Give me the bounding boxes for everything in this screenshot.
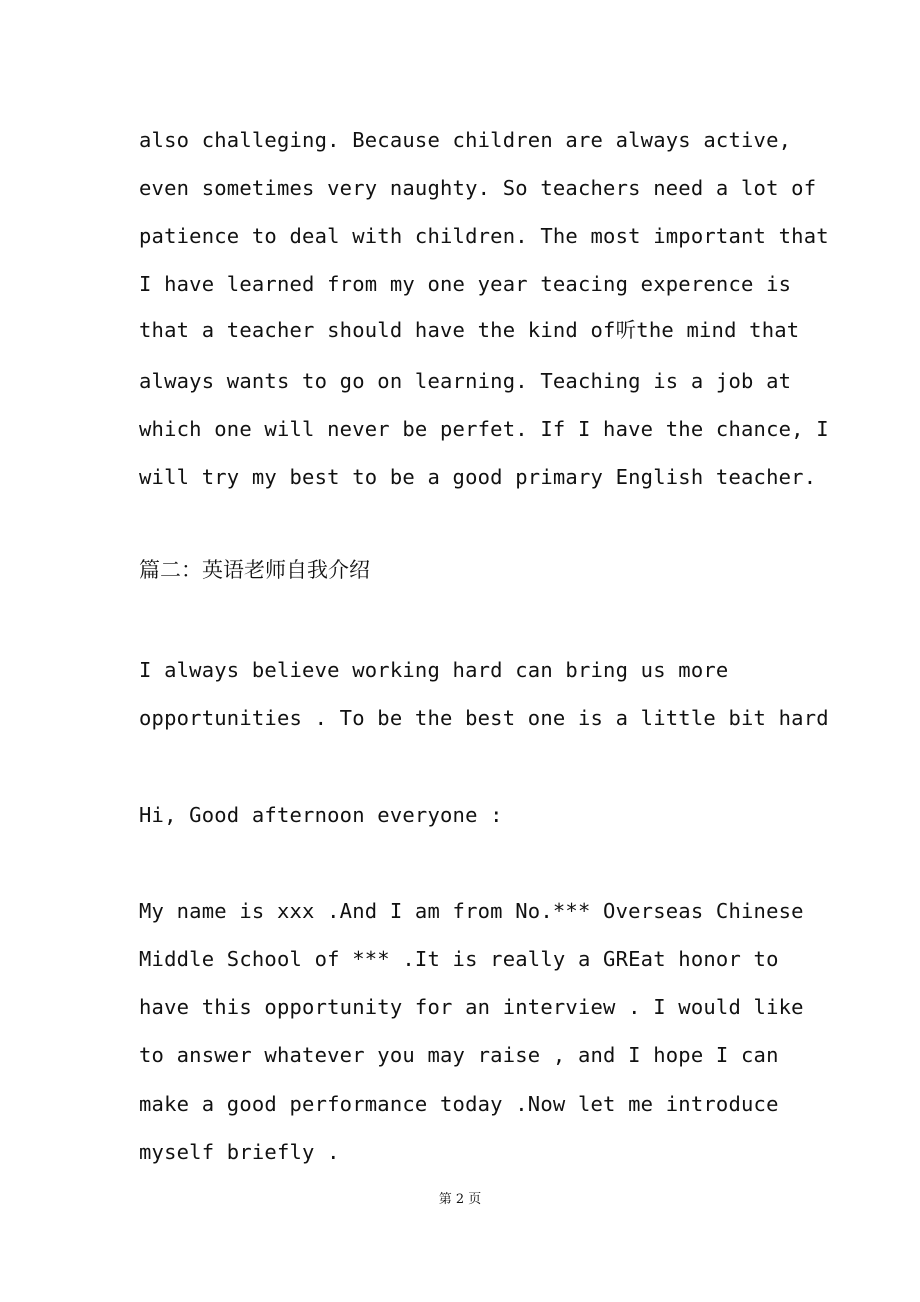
paragraph-line: opportunities . To be the best one is a little bit hard xyxy=(139,706,829,730)
paragraph-line: myself briefly . xyxy=(139,1140,340,1164)
paragraph-line: patience to deal with children. The most important that xyxy=(139,224,829,248)
paragraph-line: make a good performance today .Now let me introduce xyxy=(139,1092,779,1116)
paragraph-line: My name is xxx .And I am from No.*** Overseas Chinese xyxy=(139,899,804,923)
section-heading: 篇二：英语老师自我介绍 xyxy=(139,558,370,582)
paragraph-line: also challeging. Because children are always active, xyxy=(139,128,792,152)
paragraph-line: to answer whatever you may raise , and I hope I can xyxy=(139,1043,779,1067)
paragraph-line: even sometimes very naughty. So teachers need a lot of xyxy=(139,176,817,200)
paragraph-line: that a teacher should have the kind of听the mind that xyxy=(139,318,800,342)
paragraph-line: have this opportunity for an interview . I would like xyxy=(139,995,804,1019)
paragraph-line: I have learned from my one year teacing experence is xyxy=(139,272,792,296)
paragraph-line: Middle School of *** .It is really a GREat honor to xyxy=(139,947,779,971)
paragraph-line: will try my best to be a good primary English teacher. xyxy=(139,465,817,489)
paragraph-line: I always believe working hard can bring us more xyxy=(139,658,729,682)
paragraph-line: always wants to go on learning. Teaching is a job at xyxy=(139,369,792,393)
paragraph-line: which one will never be perfet. If I have the chance, I xyxy=(139,417,829,441)
greeting-line: Hi, Good afternoon everyone : xyxy=(139,803,503,827)
page-number: 第 2 页 xyxy=(438,1192,482,1207)
